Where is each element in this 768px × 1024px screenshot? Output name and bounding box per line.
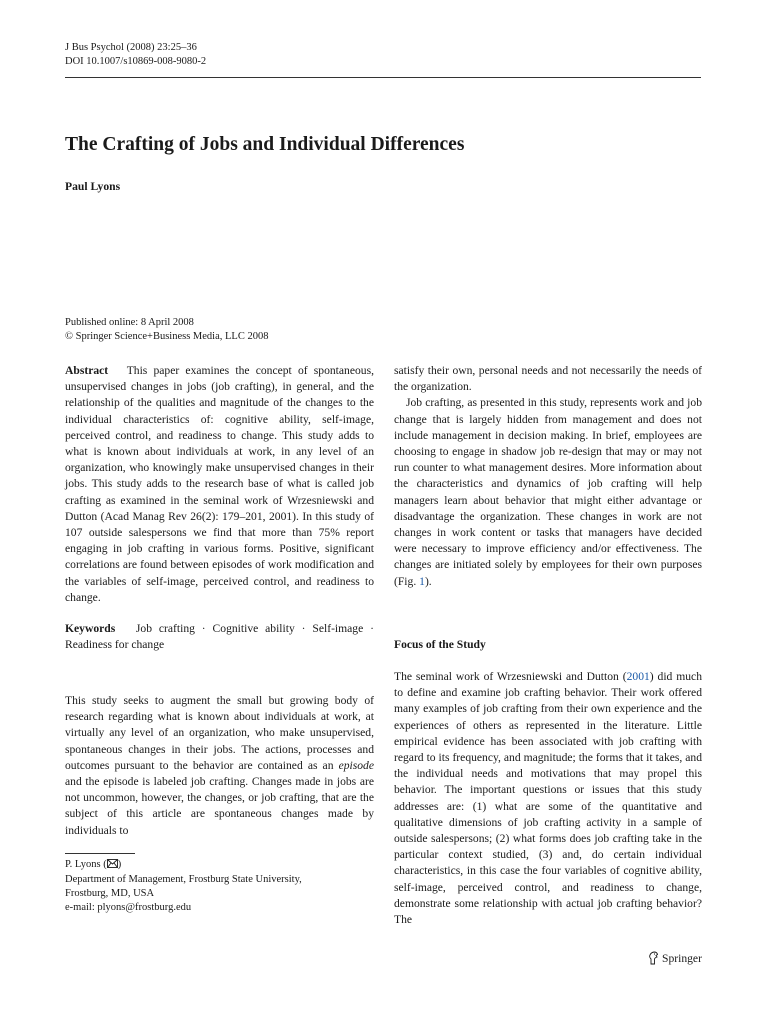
keywords-text: Job crafting · Cognitive ability · Self-image · Readiness for change <box>65 622 374 652</box>
focus-text-1: The seminal work of Wrzesniewski and Dutton ( <box>394 670 627 683</box>
footnote-department: Department of Management, Frostburg State University, <box>65 874 302 885</box>
intro-text-1: This study seeks to augment the small but growing body of research regarding what is known about individuals at work, at virtually any level of an organization, who make unsupervised, spontaneous changes in their jobs. The actions, processes and outcomes pursuant to the behavior are contained as an <box>65 694 374 772</box>
figure-1-link[interactable]: 1 <box>419 574 425 588</box>
intro-episode-italic: episode <box>338 758 374 772</box>
focus-paragraph <box>394 669 702 928</box>
article-author: Paul Lyons <box>65 180 121 193</box>
doi: DOI 10.1007/s10869-008-9080-2 <box>65 56 207 67</box>
section-heading-focus: Focus of the Study <box>394 638 486 651</box>
footnote-rule <box>65 853 135 854</box>
abstract-text: This paper examines the concept of spontaneous, unsupervised changes in jobs (job crafting), in general, and the relationship of the qualities and magnitude of the changes to the individual characteristics of: cognitive ability, self-image, perceived control, and readiness to change. This study adds to what is known about individuals at work, in any level of an organization, who knowingly make unsupervised changes in their jobs. This study adds to the research base of what is called job crafting as examined in the seminal work of Wrzesniewski and Dutton (Acad Manag Rev 26(2): 179–201, 2001). In this study of 107 outside salespersons we find that more than 75% report engaging in job crafting in various forms. Positive, significant correlations are found between episodes of work modification and the variables of self-image, perceived control, and readiness to change. <box>65 364 374 604</box>
job-crafting-text: Job crafting, as presented in this study, represents work and job change that is largely hidden from management and does not include management in decision making. In brief, employees are choosing to engage in shadow job re-design that may or may not run counter to what management desires. More information about the characteristics and dynamics of job crafting will help managers learn about behavior that might either advantage or disadvantage the organization. These changes in work are not changes in work content or tasks that managers have decided were necessary to improve efficiency and/or effectiveness. The changes are initiated solely by employees for their own purposes (Fig. <box>394 396 702 588</box>
footnote-author-name: P. Lyons ( <box>65 859 107 870</box>
journal-citation: J Bus Psychol (2008) 23:25–36 <box>65 42 197 53</box>
springer-footer <box>648 951 702 965</box>
keywords-block <box>65 621 374 653</box>
job-crafting-paragraph <box>394 395 702 589</box>
intro-text-2: and the episode is labeled job crafting. Changes made in jobs are not uncommon, however, the changes, or job crafting, that are the subject of this article are spontaneous changes made by individuals to <box>65 775 374 837</box>
author-footnote <box>65 858 374 915</box>
abstract-label: Abstract <box>65 364 109 377</box>
springer-wordmark: Springer <box>662 951 702 965</box>
footnote-location: Frostburg, MD, USA <box>65 888 155 899</box>
published-online: Published online: 8 April 2008 <box>65 317 194 328</box>
footnote-email[interactable]: e-mail: plyons@frostburg.edu <box>65 902 192 913</box>
article-title: The Crafting of Jobs and Individual Differences <box>65 134 465 155</box>
publication-info <box>65 316 268 344</box>
intro-paragraph <box>65 693 374 839</box>
right-column-intro <box>394 363 702 590</box>
citation-2001-link[interactable]: 2001 <box>626 670 650 683</box>
envelope-icon <box>107 859 118 873</box>
keywords-label: Keywords <box>65 622 116 635</box>
springer-horse-icon <box>648 951 659 965</box>
job-crafting-text-end: ). <box>424 574 432 588</box>
abstract-block <box>65 363 374 606</box>
continuation-paragraph: satisfy their own, personal needs and not necessarily the needs of the organization. <box>394 364 702 394</box>
focus-text-2: ) did much to define and examine job crafting behavior. Their work offered many examples of job crafting from their own experience and the experiences of others as represented in the literature. Little empirical evidence has been associated with job crafting with regard to its frequency, and magnitude; the forms that it takes, and the individual needs and motivations that may propel this behavior. The important questions or issues that this study addresses are: (1) what are some of the quantitative and qualitative dimensions of job crafting activity in a sample of outside salespersons; (2) what forms does job crafting take in the particular context studied, (3) and, do certain individual characteristics, in this case the four variables of cognitive ability, self-image, perceived control, and readiness to change, demonstrate some relationship with actual job crafting behavior? The <box>394 670 702 927</box>
copyright: © Springer Science+Business Media, LLC 2008 <box>65 331 269 342</box>
footnote-author-close: ) <box>117 859 122 870</box>
journal-header <box>65 41 206 69</box>
header-rule <box>65 77 701 78</box>
